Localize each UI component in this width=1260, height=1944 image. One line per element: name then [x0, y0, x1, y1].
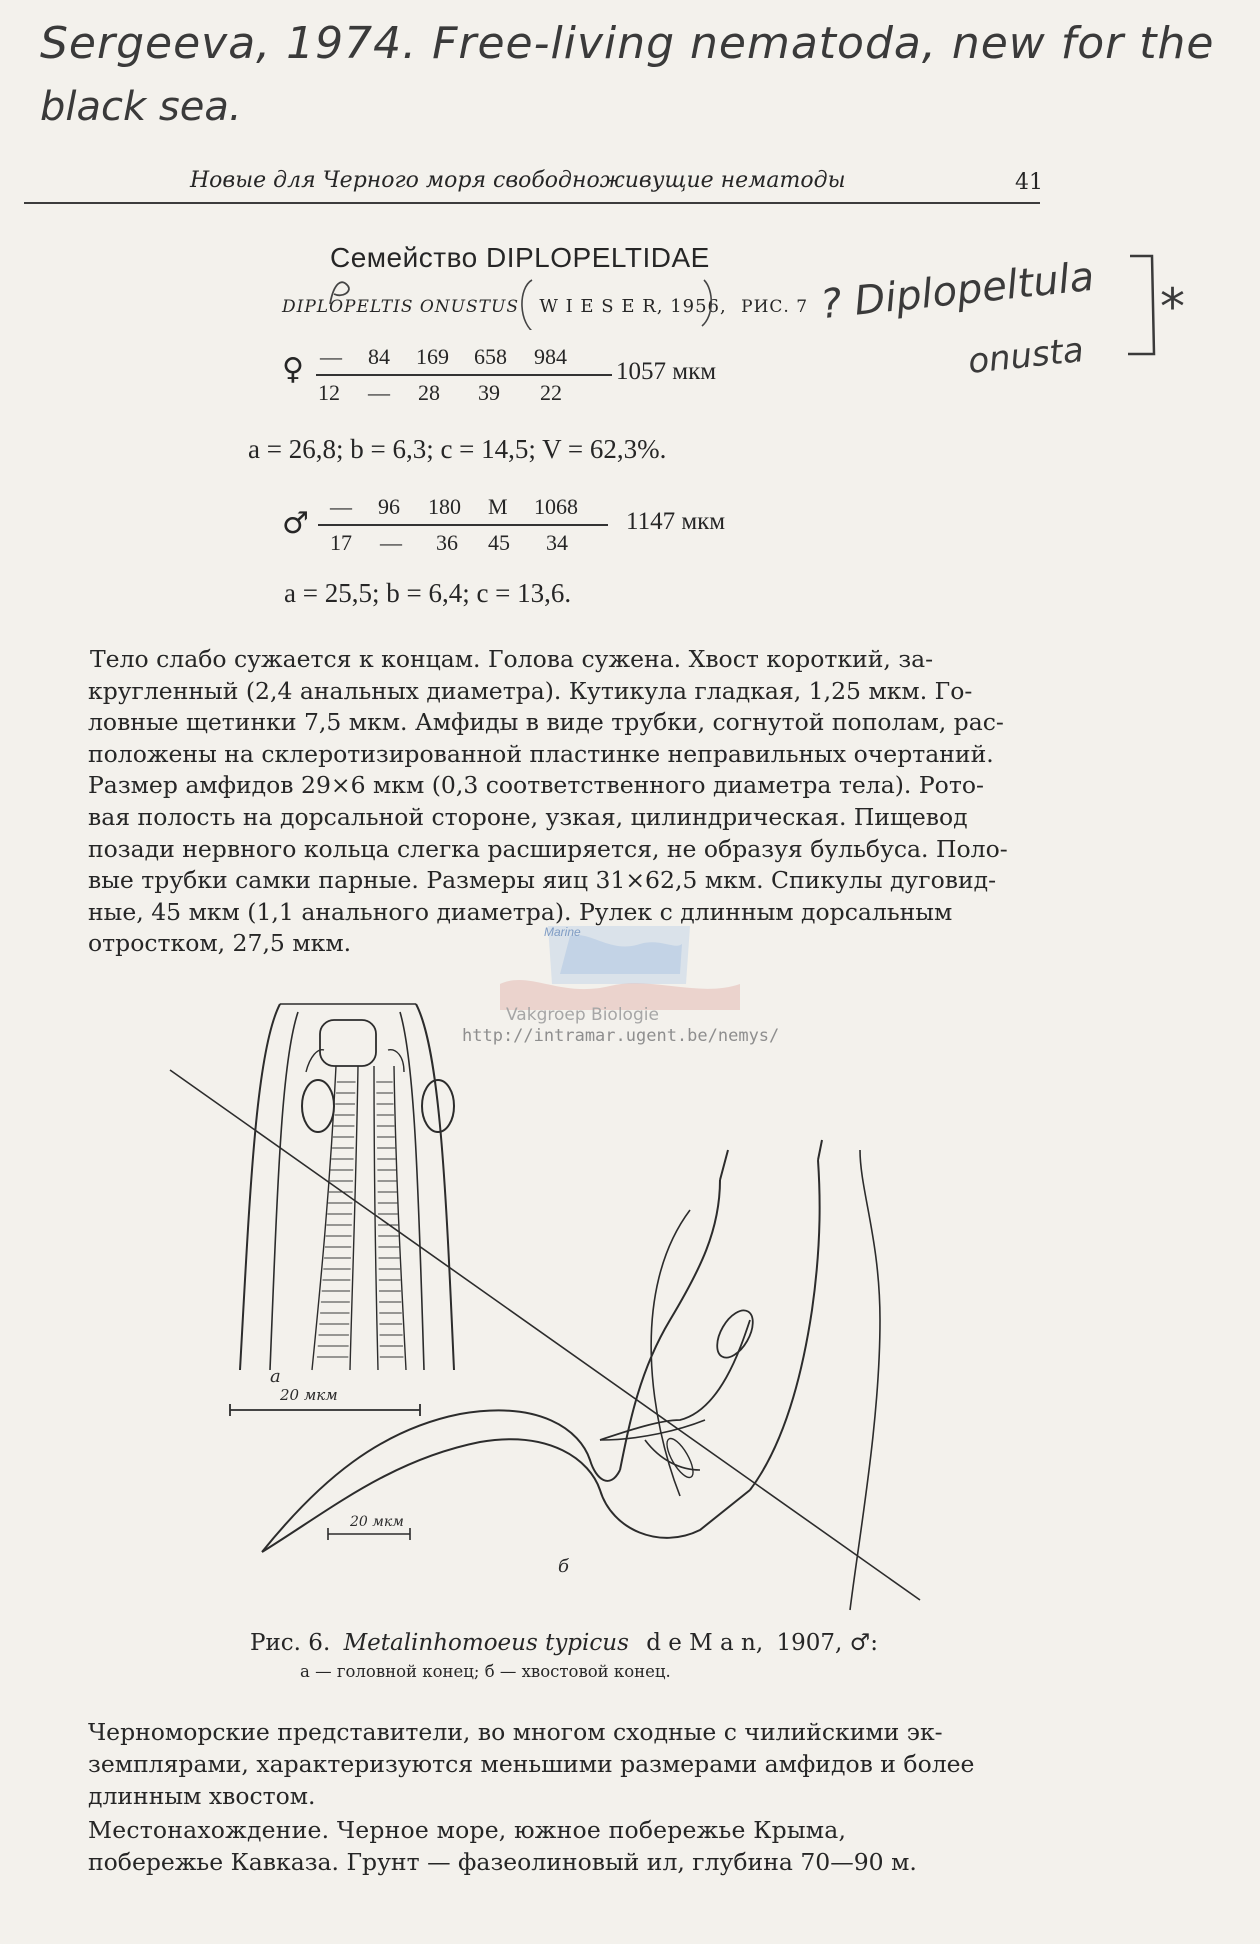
male-formula [318, 492, 618, 558]
male-num-3: 180 [428, 494, 461, 519]
male-den-4: 45 [488, 530, 510, 555]
female-symbol: ♀ [282, 352, 304, 387]
figure-label-b: б [558, 1556, 569, 1577]
female-den-1: 12 [318, 380, 340, 405]
closing-line: Черноморские представители, во многом сходные с чилийскими эк- [88, 1718, 943, 1746]
female-formula [316, 342, 616, 408]
head-outer-left [240, 1004, 280, 1370]
amphid-left [302, 1080, 334, 1132]
female-den-2: — [368, 380, 390, 405]
species-author: W I E S E R, 1956, [539, 296, 727, 317]
page-number: 41 [1015, 170, 1043, 195]
scale-label-a: 20 мкм [280, 1386, 338, 1404]
figure-label-a: а [270, 1366, 281, 1387]
female-num-3: 169 [416, 344, 449, 369]
handwritten-bracket [812, 250, 1172, 360]
description-line: положены на склеротизированной пластинке неправильных очертаний. [88, 739, 994, 768]
scale-bar-a [230, 1404, 420, 1416]
female-formula-bar [316, 374, 612, 376]
male-den-3: 36 [436, 530, 458, 555]
male-symbol: ♂ [282, 506, 309, 541]
description-line: Тело слабо сужается к концам. Голова сужена. Хвост короткий, за- [90, 645, 934, 673]
description-line: кругленный (2,4 анальных диаметра). Кутикула гладкая, 1,25 мкм. Го- [88, 676, 973, 705]
caption-species: Metalinhomoeus typicus [343, 1630, 629, 1656]
locality-line: побережье Кавказа. Грунт — фазеолиновый ил, глубина 70—90 м. [88, 1848, 917, 1876]
watermark-mark-text: Marine [544, 925, 581, 939]
handwritten-note-line1: Sergeeva, 1974. Free-living nematoda, new for the [40, 18, 1215, 69]
species-figure-ref: РИС. 7 [741, 297, 809, 317]
description-line: ловные щетинки 7,5 мкм. Амфиды в виде трубки, согнутой пополам, рас- [88, 708, 1004, 737]
male-den-1: 17 [330, 530, 352, 555]
family-heading: Семейство DIPLOPELTIDAE [330, 242, 710, 273]
watermark-org-text: Vakgroep Biologie [506, 1005, 659, 1024]
male-den-2: — [380, 530, 402, 555]
spicule-head [710, 1304, 760, 1363]
figure-subcaption: а — головной конец; б — хвостовой конец. [300, 1662, 671, 1681]
handwritten-species-note: ? Diplopeltula [818, 253, 1097, 329]
female-num-4: 658 [474, 344, 507, 369]
female-den-3: 28 [418, 380, 440, 405]
locality-paragraph [88, 1814, 1040, 1878]
species-name: DIPLOPELTIS ONUSTUS [282, 297, 519, 317]
handwritten-marks-species [290, 260, 810, 330]
closing-paragraph [88, 1716, 1040, 1812]
male-num-2: 96 [378, 494, 400, 519]
female-num-2: 84 [368, 344, 390, 369]
handwritten-species-note-2: onusta [966, 330, 1086, 382]
figure-caption [250, 1630, 878, 1656]
closing-line: земплярами, характеризуются меньшими размерами амфидов и более [88, 1750, 975, 1778]
caption-prefix: Рис. 6. [250, 1630, 331, 1656]
male-num-5: 1068 [534, 494, 578, 519]
running-title: Новые для Черного моря свободноживущие нематоды [190, 168, 846, 193]
buccal-capsule [320, 1020, 376, 1066]
female-num-5: 984 [534, 344, 567, 369]
description-line: Размер амфидов 29×6 мкм (0,3 соответственного диаметра тела). Рото- [88, 771, 984, 800]
handwritten-star: * [1160, 278, 1185, 336]
description-line: вые трубки самки парные. Размеры яиц 31×62,5 мкм. Спикулы дуговид- [88, 866, 997, 895]
description-line: ные, 45 мкм (1,1 анального диаметра). Рулек с длинным дорсальным [88, 897, 953, 926]
locality-line: Местонахождение. Черное море, южное побережье Крыма, [88, 1816, 847, 1844]
female-den-4: 39 [478, 380, 500, 405]
female-total-length: 1057 мкм [616, 358, 717, 385]
tail-outer-upper [262, 1410, 620, 1552]
male-num-1: — [330, 494, 352, 519]
description-paragraph [88, 644, 1040, 960]
female-den-5: 22 [540, 380, 562, 405]
scale-label-b: 20 мкм [350, 1514, 404, 1530]
description-line: отростком, 27,5 мкм. [88, 929, 352, 958]
male-formula-bar [318, 524, 608, 526]
male-total-length: 1147 мкм [626, 508, 726, 535]
watermark-url: http://intramar.ugent.be/nemys/ [462, 1026, 780, 1046]
caption-author: d e M a n, [646, 1630, 764, 1656]
closing-line: длинным хвостом. [88, 1782, 316, 1810]
description-line: позади нервного кольца слегка расширяется, не образуя бульбуса. Поло- [88, 834, 1008, 863]
caption-suffix: 1907, ♂: [776, 1630, 879, 1656]
header-rule [24, 202, 1040, 204]
male-ratios: a = 25,5; b = 6,4; c = 13,6. [284, 578, 572, 608]
description-line: вая полость на дорсальной стороне, узкая, цилиндрическая. Пищевод [88, 802, 968, 831]
female-ratios: a = 26,8; b = 6,3; c = 14,5; V = 62,3%. [248, 434, 667, 464]
handwritten-note-line2: black sea. [40, 84, 242, 130]
figure-6-drawing [160, 990, 940, 1630]
male-num-4: M [488, 494, 508, 519]
male-den-5: 34 [546, 530, 568, 555]
female-num-1: — [320, 344, 342, 369]
tail-outer-lower [262, 1439, 750, 1552]
